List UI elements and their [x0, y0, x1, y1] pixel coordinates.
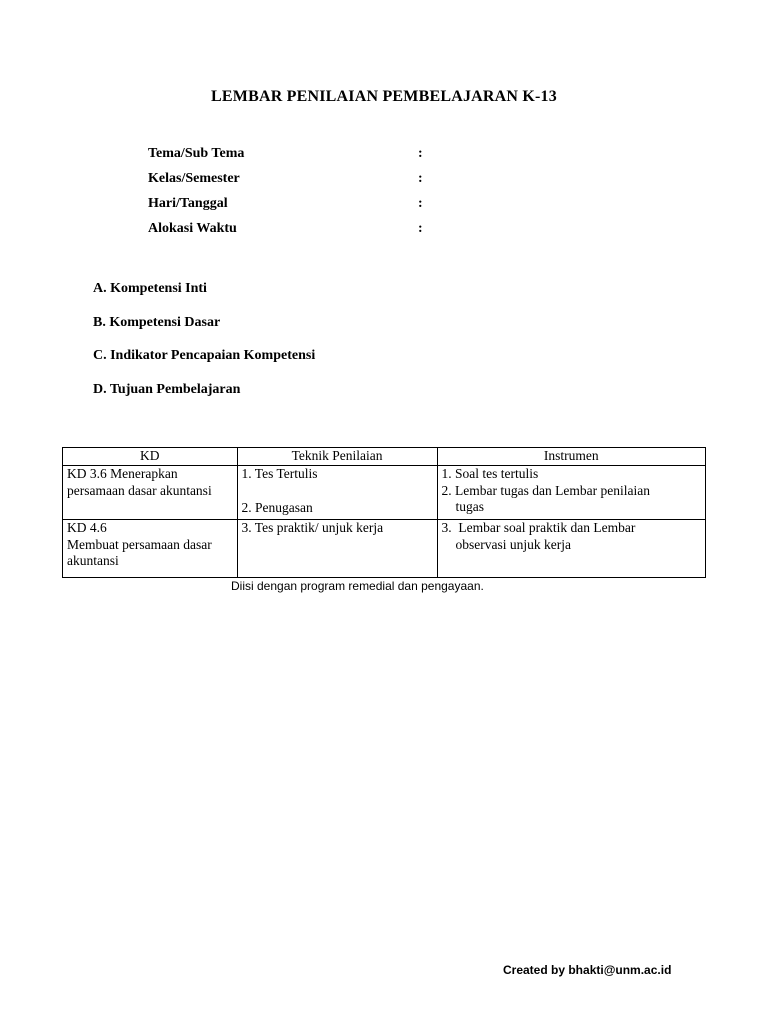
- section-tujuan: D. Tujuan Pembelajaran: [93, 381, 241, 397]
- assessment-table: [62, 447, 706, 578]
- cell-line: 3. Lembar soal praktik dan Lembar: [441, 520, 636, 535]
- cell-teknik: [237, 520, 437, 578]
- cell-instrumen: [437, 466, 705, 520]
- table-row: [63, 466, 706, 520]
- table-header-row: [63, 448, 706, 466]
- cell-line: 1. Tes Tertulis: [241, 466, 318, 481]
- cell-line: tugas: [455, 499, 485, 514]
- document-title: LEMBAR PENILAIAN PEMBELAJARAN K-13: [211, 88, 557, 105]
- cell-line: Membuat persamaan dasar: [67, 536, 212, 552]
- cell-line: persamaan dasar akuntansi: [67, 482, 212, 498]
- section-kompetensi-inti: A. Kompetensi Inti: [93, 281, 207, 296]
- credit-footer: Created by bhakti@unm.ac.id: [503, 963, 672, 977]
- meta-label: Tema/Sub Tema: [148, 146, 245, 161]
- meta-separator: :: [418, 171, 423, 186]
- meta-label: Hari/Tanggal: [148, 196, 228, 211]
- header-kd: KD: [63, 448, 238, 466]
- cell-line: KD 4.6: [67, 520, 107, 535]
- cell-teknik: [237, 466, 437, 520]
- cell-line: observasi unjuk kerja: [455, 536, 572, 552]
- cell-line: 1. Soal tes tertulis: [441, 466, 539, 481]
- cell-instrumen: [437, 520, 705, 578]
- remedial-note: Diisi dengan program remedial dan pengayaan.: [231, 579, 484, 593]
- section-indikator: C. Indikator Pencapaian Kompetensi: [93, 348, 316, 363]
- section-list: [93, 281, 315, 415]
- cell-kd: [63, 520, 238, 578]
- cell-kd: [63, 466, 238, 520]
- header-instrumen: Instrumen: [437, 448, 705, 466]
- section-kompetensi-dasar: B. Kompetensi Dasar: [93, 314, 221, 330]
- cell-line: akuntansi: [67, 553, 119, 568]
- cell-line: 2. Lembar tugas dan Lembar penilaian: [441, 482, 650, 498]
- cell-line: 2. Penugasan: [241, 499, 313, 515]
- meta-label: Alokasi Waktu: [148, 221, 237, 236]
- header-teknik: Teknik Penilaian: [237, 448, 437, 466]
- cell-spacer: [242, 483, 433, 500]
- meta-separator: :: [418, 146, 423, 161]
- cell-line: KD 3.6 Menerapkan: [67, 466, 178, 481]
- cell-line: 3. Tes praktik/ unjuk kerja: [241, 520, 384, 535]
- table-row: [63, 520, 706, 578]
- meta-separator: :: [418, 221, 423, 236]
- meta-separator: :: [418, 196, 423, 211]
- meta-label: Kelas/Semester: [148, 171, 240, 186]
